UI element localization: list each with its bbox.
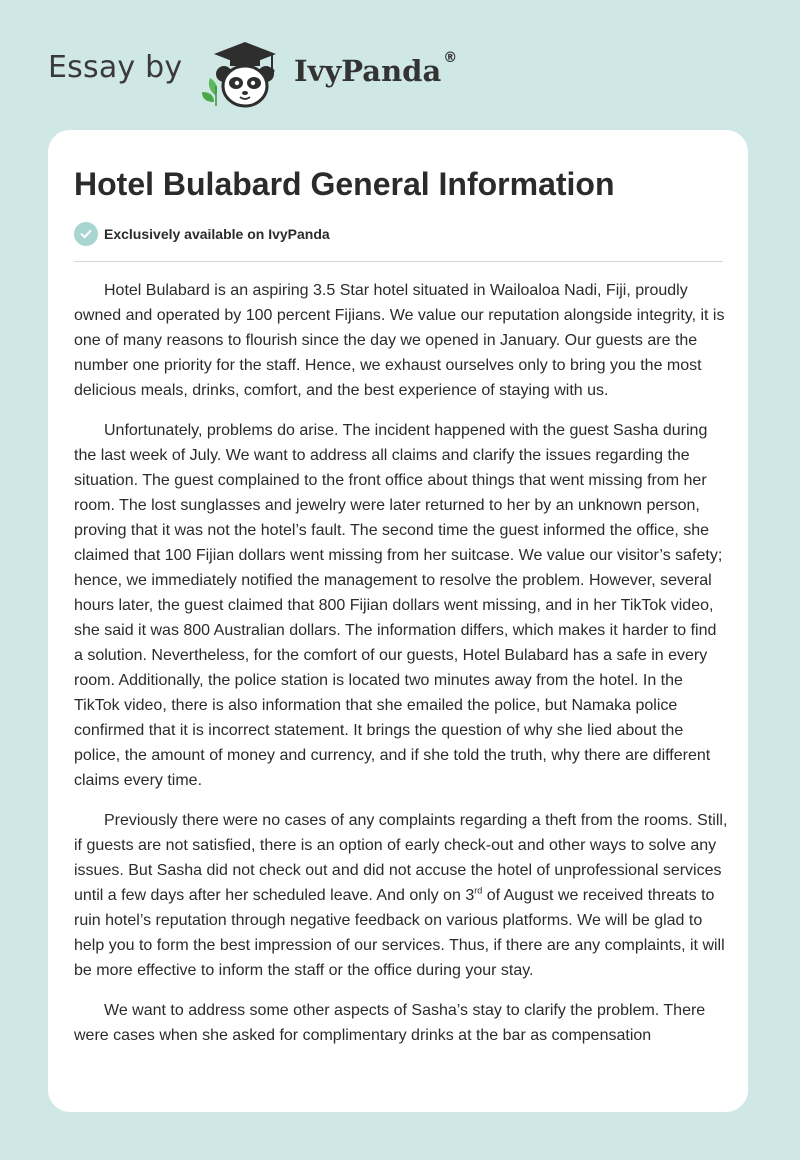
essay-card <box>48 130 748 1112</box>
ordinal-suffix: rd <box>474 885 483 896</box>
panda-graduate-logo-icon <box>200 36 290 110</box>
brand-header[interactable] <box>48 34 508 114</box>
brand-name: IvyPanda ® <box>294 50 458 88</box>
paragraph-3: Previously there were no cases of any complaints regarding a theft from the rooms. Still, if guests are not satisfied, there is an option of early check-out and other ways to solve any issues. But Sasha did not check out and did not accuse the hotel of unprofessional services until a few days after her scheduled leave. And only on 3rd of August we received threats to ruin hotel’s reputation through negative feedback on various platforms. We will be glad to help you to form the best impression of our services. Thus, if there are any complaints, it will be more effective to inform the staff or the office during your stay. <box>74 812 728 979</box>
brand-prefix: Essay by <box>48 50 183 85</box>
paragraph-4: We want to address some other aspects of Sasha’s stay to clarify the problem. There were cases when she asked for complimentary drinks at the bar as compensation <box>74 1002 706 1044</box>
registered-mark: ® <box>443 50 458 66</box>
essay-body <box>74 278 728 1063</box>
exclusive-text: Exclusively available on IvyPanda <box>104 226 330 242</box>
paragraph-1: Hotel Bulabard is an aspiring 3.5 Star hotel situated in Wailoaloa Nadi, Fiji, proudly owned and operated by 100 percent Fijians. We value our reputation alongside integrity, it is one of many reasons to flourish since the day we opened in January. Our guests are the number one priority for the staff. Hence, we exhaust ourselves only to bring you the most delicious meals, drinks, comfort, and the best experience of staying with us. <box>74 282 725 399</box>
page-title: Hotel Bulabard General Information <box>74 166 615 202</box>
paragraph-2: Unfortunately, problems do arise. The incident happened with the guest Sasha during the last week of July. We want to address all claims and clarify the issues regarding the situation. The guest complained to the front office about things that went missing from her room. The lost sunglasses and jewelry were later returned to her by an unknown person, proving that it was not the hotel’s fault. The second time the guest informed the office, she claimed that 100 Fijian dollars went missing from her suitcase. We value our visitor’s safety; hence, we immediately notified the management to resolve the problem. However, several hours later, the guest claimed that 800 Fijian dollars went missing, and in her TikTok video, she said it was 800 Australian dollars. The information differs, which makes it harder to find a solution. Nevertheless, for the comfort of our guests, Hotel Bulabard has a safe in every room. Additionally, the police station is located two minutes away from the hotel. In the TikTok video, there is also information that she emailed the police, but Namaka police confirmed that it is incorrect statement. It brings the question of why she lied about the police, the amount of money and currency, and if she told the truth, why there are different claims every time. <box>74 422 723 789</box>
divider <box>74 261 723 262</box>
exclusive-badge <box>74 222 330 246</box>
check-circle-icon <box>74 222 98 246</box>
